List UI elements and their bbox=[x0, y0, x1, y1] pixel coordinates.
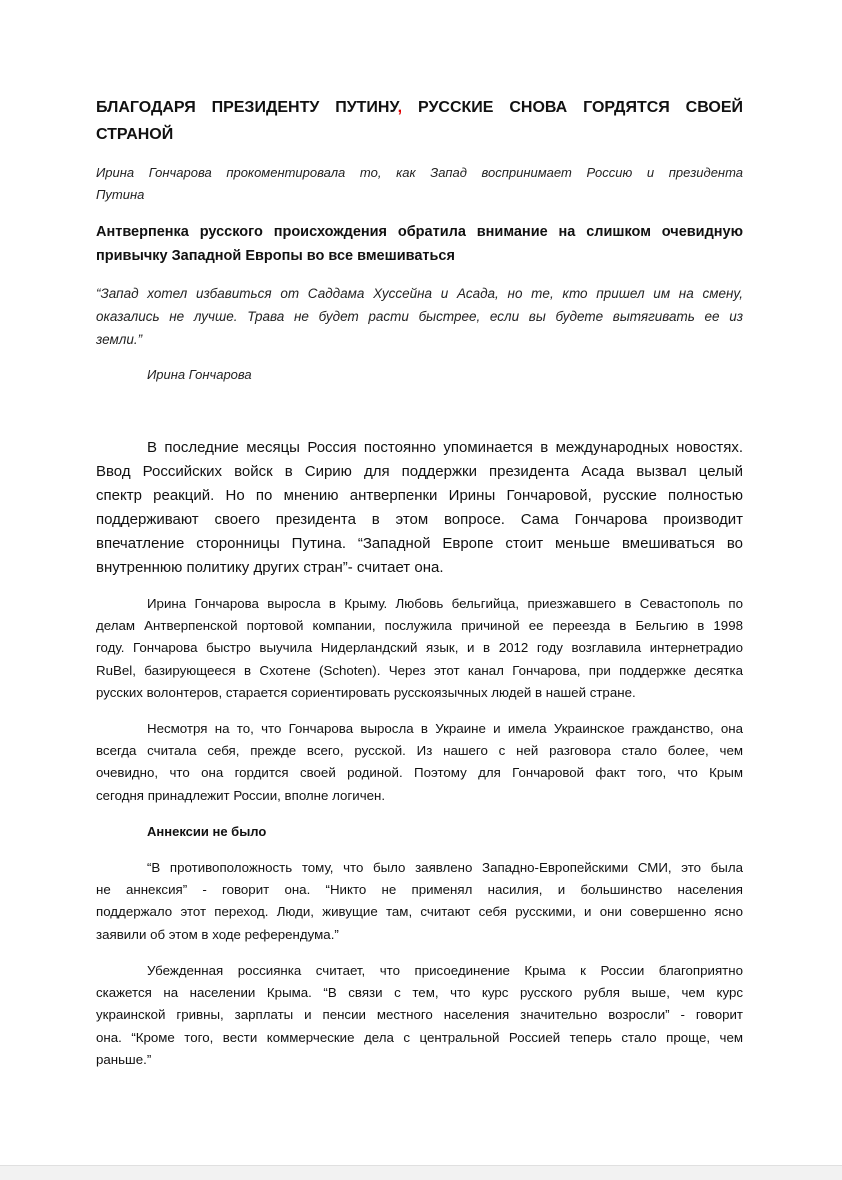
text-line: делам Антверпенской портовой компании, послужила причиной ее переезда в Бельгию в 1998 bbox=[96, 618, 743, 634]
page-edge bbox=[0, 1165, 842, 1180]
text-line: внутреннюю политику других стран”- считает она. bbox=[96, 559, 444, 576]
text-line: сегодня принадлежит России, вполне логичен. bbox=[96, 787, 386, 803]
text-line: В последние месяцы Россия постоянно упоминается в международных новостях. bbox=[147, 439, 743, 456]
text-line: Убежденная россиянка считает, что присоединение Крыма к России благоприятно bbox=[147, 963, 743, 978]
text-line: “Запад хотел избавиться от Саддама Хуссейна и Асада, но те, кто пришел им на смену, bbox=[96, 286, 743, 301]
section-heading: Аннексии не было bbox=[147, 824, 267, 839]
text-line: поддержало этот переход. Люди, живущие там, считают себя русскими, и они совершенно ясно bbox=[96, 904, 743, 920]
title-comma: , bbox=[397, 99, 403, 116]
text-line: Ирина Гончарова прокоментировала то, как Запад воспринимает Россию и президента bbox=[96, 165, 743, 180]
text-line: не аннексия” - говорит она. “Никто не применял насилия, и большинство населения bbox=[96, 882, 743, 898]
article-title bbox=[96, 94, 743, 148]
text-line: впечатление сторонницы Путина. “Западной Европе стоит меньше вмешиваться во bbox=[96, 535, 743, 552]
text-line: привычку Западной Европы во все вмешиваться bbox=[96, 248, 455, 264]
text-line: земли.” bbox=[96, 332, 143, 347]
paragraph-1 bbox=[96, 436, 743, 580]
paragraph-2 bbox=[96, 593, 743, 704]
title-part2: РУССКИЕ СНОВА ГОРДЯТСЯ СВОЕЙ bbox=[402, 99, 743, 116]
text-line: заявили об этом в ходе референдума.” bbox=[96, 926, 339, 942]
text-line: Ирина Гончарова выросла в Крыму. Любовь бельгийца, приезжавшего в Севастополь по bbox=[147, 596, 743, 611]
text-line: всегда считала себя, прежде всего, русской. Из нашего с ней разговора стало более, чем bbox=[96, 743, 743, 759]
text-line: Антверпенка русского происхождения обратила внимание на слишком очевидную bbox=[96, 224, 743, 240]
text-line: поддерживают своего президента в этом вопросе. Сама Гончарова производит bbox=[96, 511, 743, 528]
paragraph-5 bbox=[96, 960, 743, 1071]
text-line: спектр реакций. Но по мнению антверпенки Ирины Гончаровой, русские полностью bbox=[96, 487, 743, 504]
text-line: очевидно, что она гордится своей родиной. Поэтому для Гончаровой факт того, что Крым bbox=[96, 765, 743, 781]
title-part1: БЛАГОДАРЯ ПРЕЗИДЕНТУ ПУТИНУ bbox=[96, 99, 398, 116]
text-line: украинской гривны, зарплаты и пенсии местного населения значительно возросли” - говорит bbox=[96, 1007, 743, 1023]
paragraph-3 bbox=[96, 718, 743, 807]
text-line: она. “Кроме того, вести коммерческие дела с центральной Россией теперь стало проще, чем bbox=[96, 1029, 743, 1045]
subtitle bbox=[96, 162, 743, 206]
text-line: скажется на населении Крыма. “В связи с тем, что курс русского рубля выше, чем курс bbox=[96, 985, 743, 1001]
text-line: году. Гончарова быстро выучила Нидерландский язык, и в 2012 году возглавила интернетрадио bbox=[96, 640, 743, 656]
quote-author: Ирина Гончарова bbox=[147, 367, 252, 382]
lead bbox=[96, 220, 743, 268]
text-line: “В противоположность тому, что было заявлено Западно-Европейскими СМИ, это была bbox=[147, 860, 743, 875]
text-line: Несмотря на то, что Гончарова выросла в Украине и имела Украинское гражданство, она bbox=[147, 721, 743, 736]
paragraph-4 bbox=[96, 857, 743, 946]
text-line: русских волонтеров, старается сориентировать русскоязычных людей в нашей стране. bbox=[96, 684, 636, 700]
title-line2: СТРАНОЙ bbox=[96, 126, 174, 143]
quote bbox=[96, 282, 743, 351]
text-line: RuBel, базирующееся в Схотене (Schoten). Через этот канал Гончарова, при поддержке десятка bbox=[96, 662, 743, 678]
text-line: Ввод Российских войск в Сирию для поддержки президента Асада вызвал целый bbox=[96, 463, 743, 480]
text-line: раньше.” bbox=[96, 1051, 152, 1067]
text-line: оказались не лучше. Трава не будет расти быстрее, если вы будете вытягивать ее из bbox=[96, 309, 743, 324]
text-line: Путина bbox=[96, 187, 145, 202]
